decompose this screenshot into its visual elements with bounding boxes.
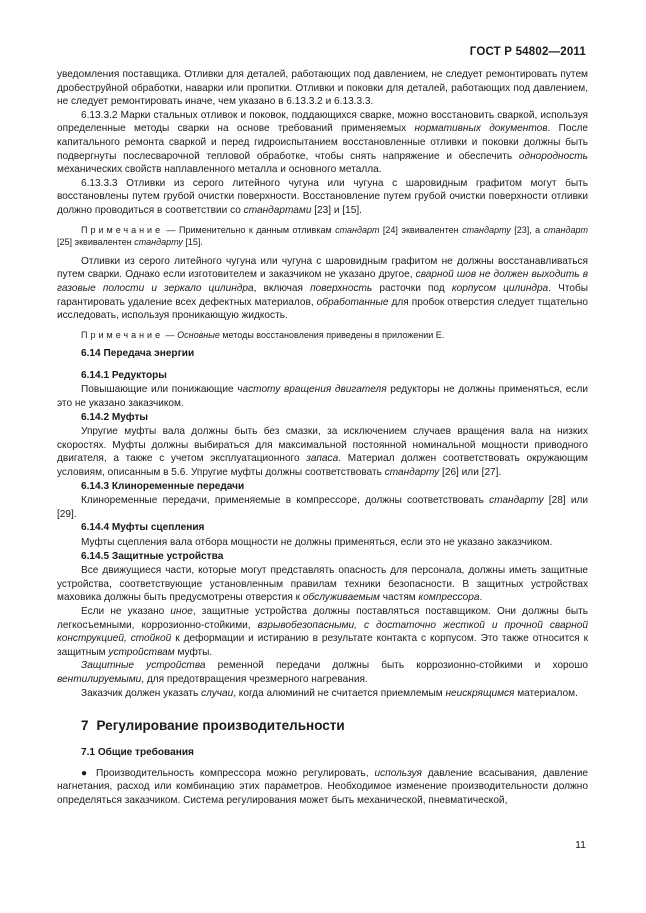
italic-term: нормативных документов [414, 123, 548, 135]
text: [23] и [15]. [311, 204, 362, 216]
paragraph-v-belts [57, 494, 588, 521]
section-number: 7 [81, 718, 89, 734]
note-2 [57, 329, 588, 342]
text: ● Производительность компрессора можно регулировать, [81, 767, 375, 779]
note-label: Примечание [81, 329, 164, 340]
italic-term: неискрящимся [445, 687, 515, 699]
italic-term: Защитные устройства [81, 660, 206, 672]
paragraph-cast-iron [57, 255, 588, 323]
italic-term: стандарту [134, 237, 183, 248]
text: механических свойств наплавленного металла и основного металла. [57, 164, 382, 176]
paragraph-capacity-control [57, 767, 588, 808]
heading-6-14-4: 6.14.4 Муфты сцепления [81, 522, 205, 534]
text: редукторы не должны применяться, если это не указано заказчиком. [57, 384, 588, 410]
italic-term: обслуживаемым [302, 592, 380, 604]
text: Если не указано [81, 605, 171, 617]
text: [25] эквивалентен [57, 237, 135, 248]
heading-6-14: 6.14 Передача энергии [81, 348, 195, 360]
paragraph-gearboxes [57, 383, 588, 410]
text: — [163, 329, 178, 340]
text: Все движущиеся части, которые могут представлять опасность для персонала, должны иметь защитные устройства, соответствующие установленным правилам техники безопасности. В защитных устройствах маховика должны быть предусмотрены отверстия к [57, 565, 588, 604]
text: 6.13.3.3 Отливки из серого литейного чугуна или чугуна с шаровидным графитом могут быть восстановлены путем грубой очистки поверхности. Восстановление путем грубой очистки поверхности отливки должно проводиться в соответствии со [57, 177, 588, 216]
paragraph-guards-4 [57, 687, 588, 701]
italic-term: частоту вращения двигателя [237, 384, 387, 396]
text: для пробок отверстия следует тщательно исследовать, используя проникающую жидкость. [57, 296, 588, 322]
italic-term: иное [170, 605, 193, 617]
italic-term: стандарту [462, 224, 511, 235]
italic-term: корпусом цилиндра [451, 282, 549, 294]
document-body [57, 68, 588, 808]
heading-7-1: 7.1 Общие требования [81, 747, 194, 759]
heading-6-14-1: 6.14.1 Редукторы [81, 369, 167, 381]
italic-term: поверхность [310, 282, 373, 294]
italic-term: стандарту [384, 467, 440, 479]
text: [28] или [29]. [57, 495, 588, 520]
italic-term: стандарт [335, 224, 380, 235]
text: — Применительно к данным отливкам [163, 224, 336, 235]
italic-term: случаи [201, 687, 234, 699]
italic-term: стандарт [543, 224, 588, 235]
paragraph-guards-1 [57, 564, 588, 605]
text: Упругие муфты вала должны быть без смазки, за исключением случаев вращения вала на низких скоростях. Муфты должны выбираться для максимальной постоянной номинальной мощности приводного двигателя, а также с учетом эксплуатационного [57, 426, 588, 465]
paragraph-continuation [57, 68, 588, 109]
text: частям [379, 592, 419, 604]
text: [23], а [510, 224, 544, 235]
text: . Чтобы гарантировать удаление всех дефектных материалов, [57, 282, 588, 308]
text: муфты. [174, 646, 213, 658]
text: Отливки из серого литейного чугуна или чугуна с шаровидным графитом не должны восстанавливаться путем сварки. Однако если изготовителем и заказчиком не указано другое, [57, 255, 588, 281]
note-1 [57, 224, 588, 249]
text: . После капитального ремонта сваркой и перед гидроиспытанием восстановленные отливки и поковки должны быть подвергнуты послесварочной тепловой обработке, чтобы снять напряжение и обеспечить [57, 123, 589, 162]
italic-term: стандартами [243, 204, 312, 216]
text: , для предотвращения чрезмерного нагревания. [141, 673, 368, 685]
paragraph-6-13-3-2 [57, 109, 588, 177]
text: 6.13.3.2 Марки стальных отливок и поковок, поддающихся сварке, можно восстановить сваркой, используя определенные методы сварки на основе требований применяемых [57, 109, 588, 135]
page-number: 11 [575, 839, 586, 851]
text: уведомления поставщика. Отливки для деталей, работающих под давлением, не следует ремонтировать путем дробеструйной обработки, наварки или пропитки. Отливки и поковки для деталей, работающих под давлением, не следует ремонтировать иначе, чем указано в 6.13.3.2 и 6.13.3.3. [57, 69, 588, 108]
section-title: Регулирование производительности [96, 718, 345, 734]
italic-term: Основные [177, 329, 220, 340]
text: Муфты сцепления вала отбора мощности не должны применяться, если это не указано заказчиком. [81, 537, 553, 548]
text: давление всасывания, давление нагнетания, расход или комбинацию этих параметров. Необходимое изменение производительности должно определяться заказчиком. Система регулирования может быть механической, пневматической, [57, 767, 588, 806]
italic-term: обработанные [316, 296, 389, 308]
text: Повышающие или понижающие [81, 384, 238, 396]
heading-6-14-5: 6.14.5 Защитные устройства [81, 550, 224, 562]
text: [26] или [27]. [439, 467, 502, 479]
paragraph-6-13-3-3 [57, 177, 588, 218]
text: Клиноременные передачи, применяемые в компрессоре, должны соответствовать [81, 495, 490, 507]
text: . [479, 592, 483, 604]
text: ременной передачи должны быть коррозионно-стойкими и хорошо [205, 660, 588, 672]
paragraph-guards-2 [57, 605, 588, 659]
italic-term: однородность [518, 150, 588, 162]
text: к деформации и истиранию в результате контакта с корпусом. Это также относится к защитным [57, 633, 588, 658]
italic-term: вентилируемыми [57, 673, 142, 685]
text: материалом. [514, 687, 578, 699]
italic-term: сварной шов не должен выходить в газовые полости и зеркало цилиндра [57, 269, 588, 294]
text: [15]. [182, 237, 203, 248]
italic-term: компрессора [418, 592, 480, 604]
heading-7 [81, 718, 588, 734]
text: , когда алюминий не считается приемлемым [233, 687, 446, 699]
paragraph-couplings [57, 425, 588, 479]
text: [24] эквивалентен [379, 224, 463, 235]
text: расточки под [372, 282, 452, 294]
text: , защитные устройства должны поставляться поставщиком. Они должны быть легкосъемными, коррозионно-стойкими, [57, 605, 588, 631]
note-label: Примечание [81, 224, 164, 235]
standard-header: ГОСТ Р 54802—2011 [469, 46, 586, 58]
italic-term: устройствам [108, 646, 175, 658]
italic-term: используя [374, 767, 422, 779]
italic-term: взрывобезопасными, с достаточно жесткой и прочной сварной конструкцией, стойкой [57, 619, 588, 645]
paragraph-clutches [57, 536, 588, 550]
paragraph-guards-3 [57, 659, 588, 686]
italic-term: запаса [306, 453, 339, 465]
text: . Материал должен соответствовать окружающим условиям, описанным в 5.6. Упругие муфты должны соответствовать [57, 453, 588, 479]
heading-6-14-2: 6.14.2 Муфты [81, 411, 149, 423]
italic-term: стандарту [489, 495, 544, 507]
text: Заказчик должен указать [81, 687, 202, 699]
text: , включая [253, 282, 311, 294]
heading-6-14-3: 6.14.3 Клиноременные передачи [81, 480, 245, 492]
text: методы восстановления приведены в приложении Е. [219, 329, 445, 340]
